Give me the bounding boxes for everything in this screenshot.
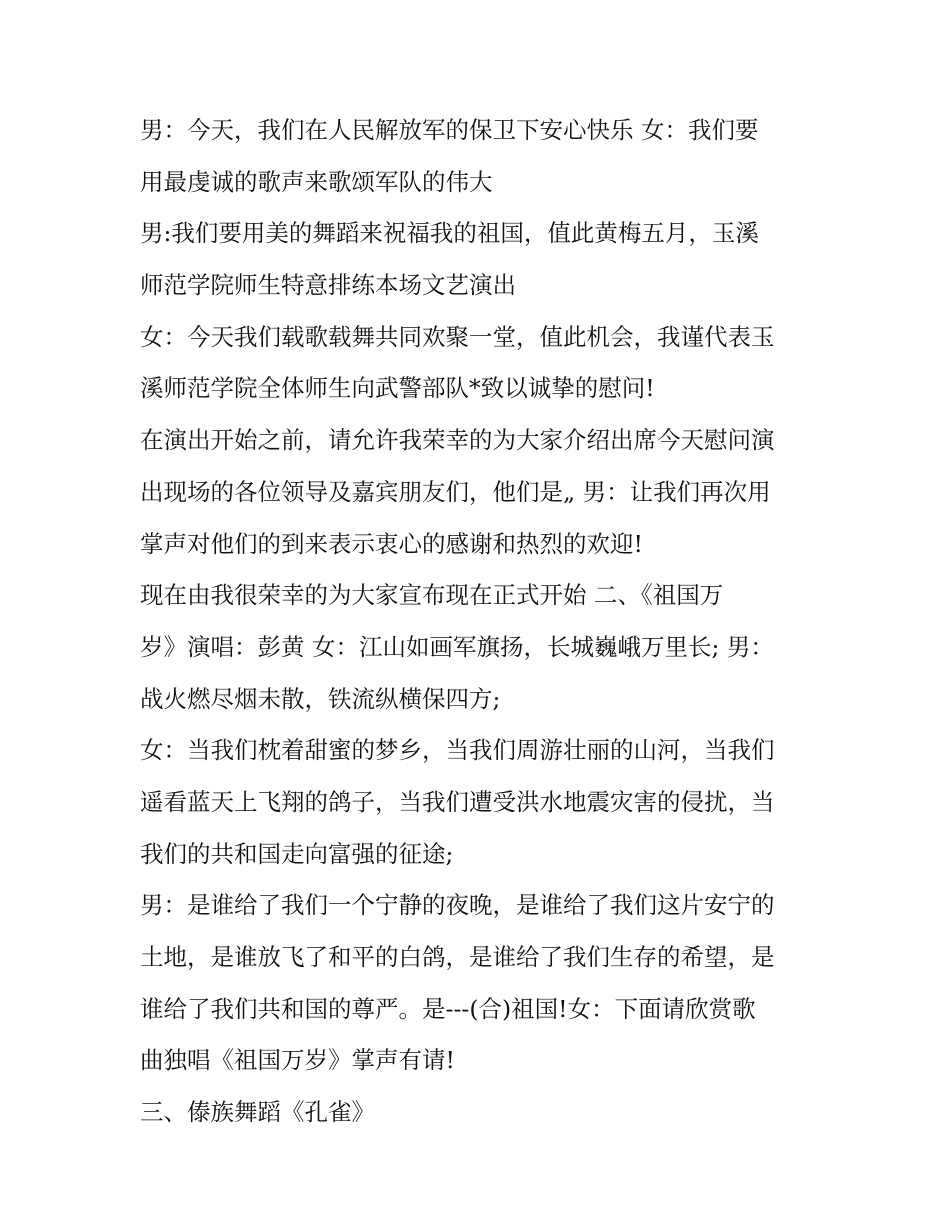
text-line: 男：是谁给了我们一个宁静的夜晚，是谁给了我们这片安宁的 <box>140 891 775 920</box>
text-line: 男:我们要用美的舞蹈来祝福我的祖国，值此黄梅五月，玉溪 <box>140 219 759 248</box>
text-line: 土地，是谁放飞了和平的白鸽，是谁给了我们生存的希望，是 <box>140 943 775 971</box>
text-line: 掌声对他们的到来表示衷心的感谢和热烈的欢迎! <box>140 529 643 558</box>
text-line: 我们的共和国走向富强的征途; <box>140 839 454 868</box>
text-line: 遥看蓝天上飞翔的鸽子，当我们遭受洪水地震灾害的侵扰，当 <box>140 787 775 816</box>
text-line: 女：当我们枕着甜蜜的梦乡，当我们周游壮丽的山河，当我们 <box>140 736 775 765</box>
text-line: 在演出开始之前，请允许我荣幸的为大家介绍出席今天慰问演 <box>140 426 775 455</box>
text-line: 男：今天，我们在人民解放军的保卫下安心快乐 女：我们要 <box>140 116 759 144</box>
document-body <box>140 109 820 1143</box>
text-line: 师范学院师生特意排练本场文艺演出 <box>140 271 516 300</box>
text-line: 女：今天我们载歌载舞共同欢聚一堂，值此机会，我谨代表玉 <box>140 322 775 351</box>
text-line: 溪师范学院全体师生向武警部队*致以诚挚的慰问! <box>140 374 655 403</box>
text-line: 曲独唱《祖国万岁》掌声有请! <box>140 1046 455 1075</box>
text-line: 战火燃尽烟未散，铁流纵横保四方; <box>140 684 501 713</box>
text-line: 谁给了我们共和国的尊严。是---(合)祖国!女：下面请欣赏歌 <box>140 994 756 1023</box>
text-line: 用最虔诚的歌声来歌颂军队的伟大 <box>140 167 493 196</box>
text-line: 岁》演唱：彭黄 女：江山如画军旗扬，长城巍峨万里长; 男： <box>140 632 774 661</box>
text-line: 现在由我很荣幸的为大家宣布现在正式开始 二、《祖国万 <box>140 581 724 610</box>
text-line: 出现场的各位领导及嘉宾朋友们，他们是„ 男：让我们再次用 <box>140 477 771 506</box>
text-line: 三、傣族舞蹈《孔雀》 <box>140 1098 375 1127</box>
